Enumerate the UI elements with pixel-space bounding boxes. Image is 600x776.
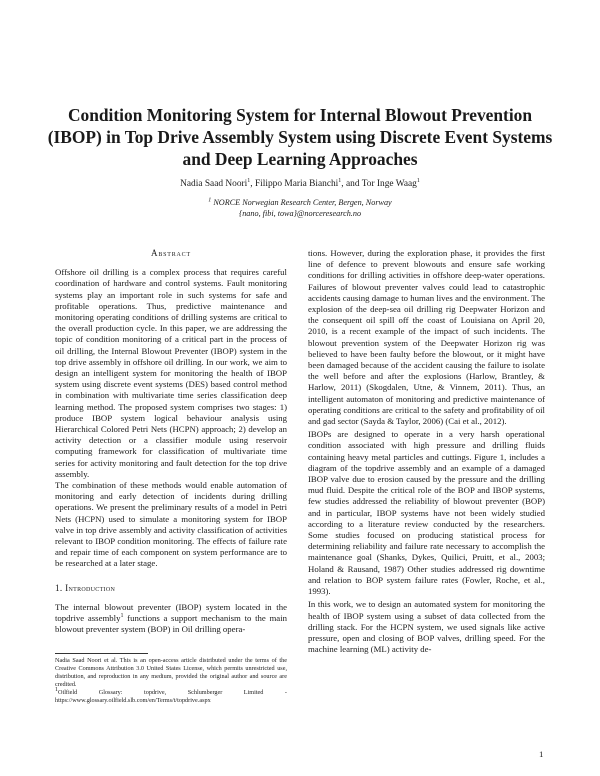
glossary-footnote-text: Oilfield Glossary: topdrive, Schlumberger Limited - https://www.glossary.oilfield.slb.com/en/Terms/t/topdrive.aspx [55,689,287,705]
affiliation-text: NORCE Norwegian Research Center, Bergen, Norway [211,198,392,207]
footnotes [55,657,287,706]
paper-title: Condition Monitoring System for Internal Blowout Prevention (IBOP) in Top Drive Assembly System using Discrete Event Systems and Deep Learning Approaches [47,105,553,169]
left-column [55,248,287,636]
abstract-paragraph: Offshore oil drilling is a complex process that requires careful coordination of hardware and control systems. Fault monitoring systems play an important role in such systems for safe and profitable operations. Thus, predictive maintenance and monitoring operating conditions of drilling systems are critical to the overall production cycle. In this paper, we are addressing the topic of condition monitoring of a critical part in the process of oil drilling, the Internal Blowout Preventer (IBOP) system in the top drive assembly in offshore oil drilling. In our work, we aim to design an intelligent system for monitoring the health of IBOP system using discrete event systems (DES) based control method in combination with multivariate time series classification deep learning method. The proposed system comprises two stages: 1) produce IBOP system logical behaviour analysis using Hierarchical Colored Petri Nets (HCPN) approach; 2) develop an activity detection or a classifier module using reservoir computing framework for classification of multivariate time series for activity monitoring and fault detection for the top drive assembly. [55,267,287,479]
author-emails: {nano, fibi, towa}@norceresearch.no [238,208,362,218]
intro-paragraph: In this work, we to design an automated system for monitoring the health of IBOP system using a subset of data collected from the drilling stack. For the HCPN system, we used signals like active pressure, open and closing of BOP valves, drilling speed. For the machine learning (ML) activity de- [308,599,545,655]
author-name: Tor Inge Waag [361,179,417,189]
author-separator: , and [341,179,362,189]
footnote-mark: 1 [55,687,58,694]
affiliation-mark: 1 [208,197,212,204]
right-column [308,248,545,655]
author-name: Nadia Saad Noori [180,179,248,189]
intro-text: The internal blowout preventer (IBOP) system located in the topdrive assembly [55,601,287,624]
footnote-divider [55,653,148,654]
author-affiliation-mark: 1 [247,177,251,184]
author-list [40,178,560,190]
section-heading [55,583,287,594]
page-number: 1 [539,749,544,759]
abstract-heading-text: Abstract [151,248,191,258]
intro-text: functions a support mechanism to the main blowout preventer system (BOP) in Oil drilling opera- [55,613,287,635]
author-name: Filippo Maria Bianchi [254,179,339,189]
author-separator: , [250,179,255,189]
intro-paragraph [55,602,287,636]
author-affiliation-mark: 1 [416,177,420,184]
intro-paragraph: IBOPs are designed to operate in a very harsh operational condition associated with high pressure and drilling fluids containing heavy metal particles and cuttings. Figure 1, includes a diagram of the topdrive assembly and an example of a damaged IBOP valve due to erosion caused by the pressure and the drilling mud fluid. Despite the critical role of the BOP and IBOP systems, few studies addressed the reliability of blowout preventer (BOP) and in particular, IBOP systems have not been widely studied according to a literature review conducted by the researchers. Some studies focused on producing statistical process for determining reliability and failure rate necessary to accomplish the maintenance goal (Shanks, Dykes, Quilici, Pruitt, et al., 2003; Holand & Rausand, 1987) Other studies addressed rig downtime and relation to BOP system failure rates (Fowler, Roche, et al., 1993). [308,429,545,597]
license-footnote: Nadia Saad Noori et al. This is an open-access article distributed under the terms of the Creative Commons Attribution 3.0 United States License, which permits unrestricted use, distribution, and reproduction in any medium, provided the original author and source are credited. [55,657,287,689]
section-number: 1. [55,582,63,593]
glossary-footnote [55,689,287,705]
affiliation-block [40,198,560,219]
author-affiliation-mark: 1 [338,177,342,184]
abstract-heading [55,248,287,259]
abstract-paragraph: The combination of these methods would enable automation of monitoring and early detection of incidents during drilling operations. We present the preliminary results of a model in Petri Nets (HCPN) used to simulate a monitoring system for IBOP valve in top drive assembly and activity classification of activities relevant to IBOP condition monitoring. The effects of failure rate and repair time of each component on system performance are to be researched at a later stage. [55,480,287,569]
intro-paragraph: tions. However, during the exploration phase, it provides the first line of defence to prevent blowouts and ensure safe working conditions for drilling activities in offshore deep-water operations. Failures of blowout preventer valves could lead to catastrophic accidents causing damage to human lives and the environment. The explosion of the deep-sea oil drilling rig Deepwater Horizon and the consequent oil spill off the coast of Louisiana on April 20, 2010, is a recent example of the impact of such incidents. The blowout prevention system of the Deepwater Horizon rig was believed to have been faulty before the blowout, or it might have been damaged because of the accident causing the failure to isolate the well before and after the explosions (Harlow, Brantley, & Harlow, 2011) (Skogdalen, Utne, & Vinnem, 2011). Thus, an intelligent automaton of monitoring and predictive maintenance of operating conditions are critical to the safety and profitability of oil and gad sector (Sayda & Taylor, 2006) (Cai et al., 2012). [308,248,545,427]
footnote-ref-mark: 1 [120,613,124,620]
section-title: Introduction [65,582,116,593]
